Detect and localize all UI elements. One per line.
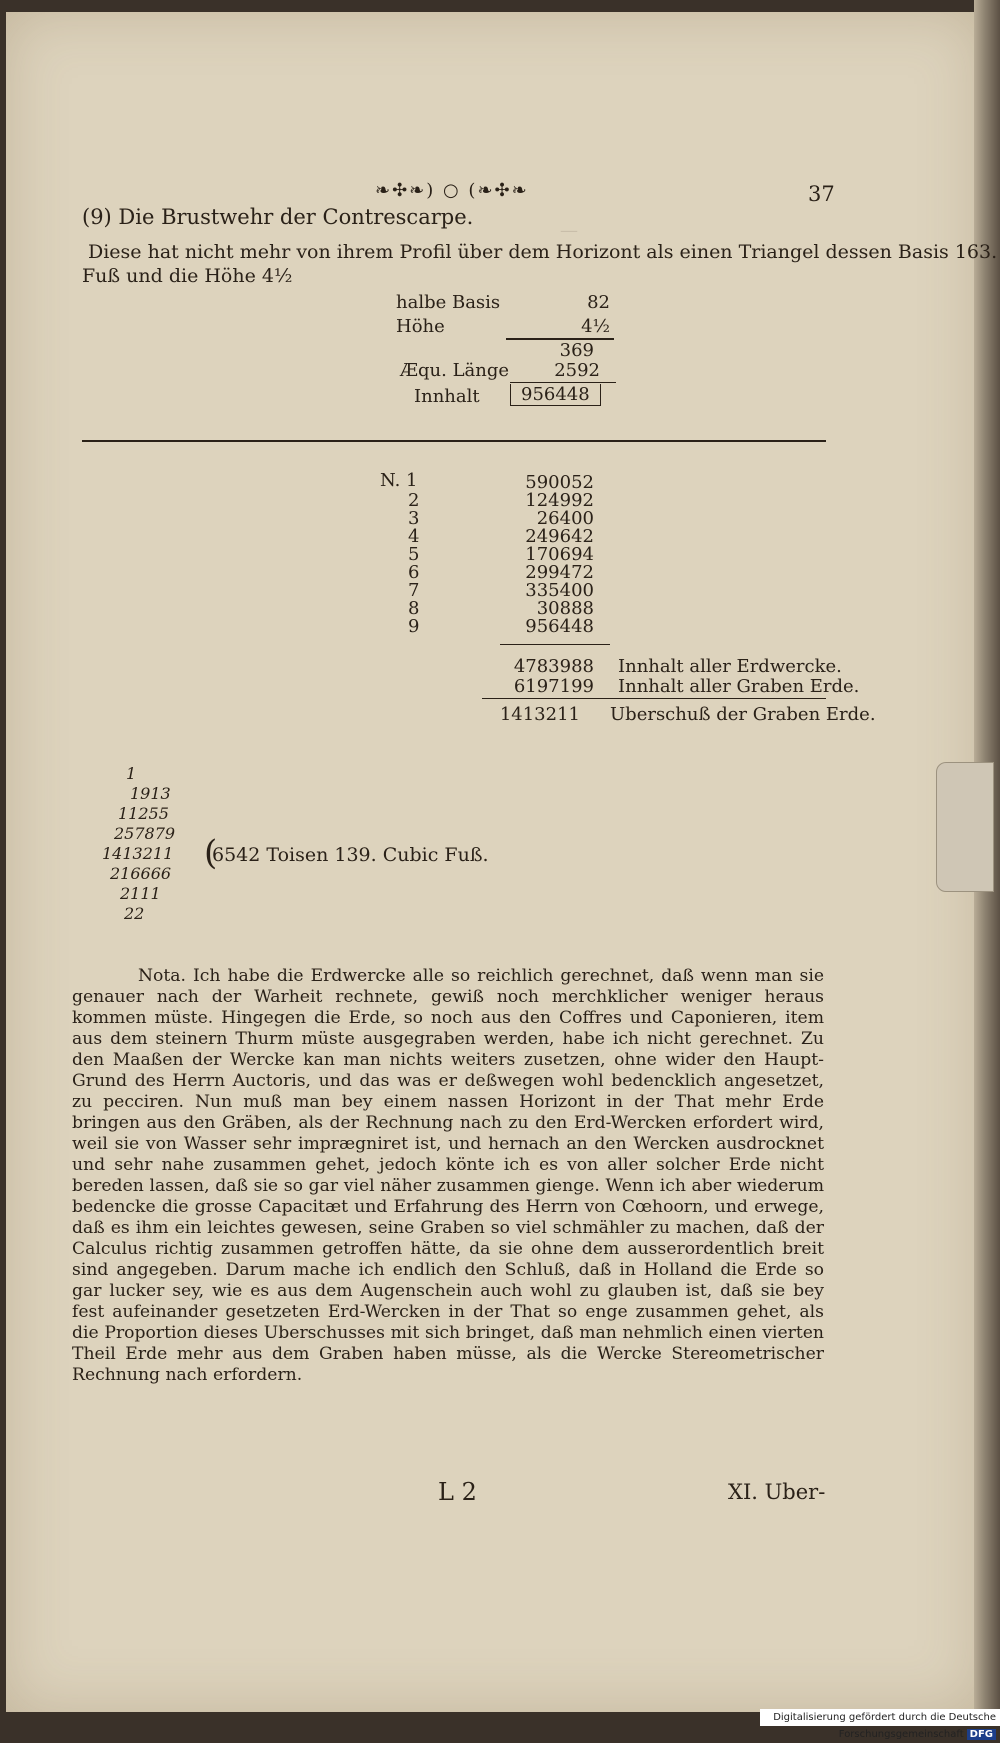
- section-separator: [82, 440, 826, 442]
- calc-label: Innhalt: [414, 386, 480, 407]
- calc-value: 82: [587, 292, 610, 313]
- bleed-through-text: —: [560, 220, 578, 241]
- summary-index: 8: [408, 598, 420, 619]
- calc-total-box: 956448: [510, 384, 601, 406]
- section-text-line-1: Diese hat nicht mehr von ihrem Profil über dem Horizont als einen Triangel dessen Basis 163.: [88, 241, 998, 263]
- calc-value: 2592: [554, 360, 600, 381]
- calc-rule: [510, 382, 616, 383]
- summary-value: 30888: [536, 598, 594, 619]
- total-ditch-value: 6197199: [513, 676, 594, 697]
- signature-mark: L 2: [438, 1478, 477, 1506]
- nota-label: Nota.: [138, 966, 187, 986]
- page-number: 37: [808, 182, 835, 206]
- attribution-text: Digitalisierung gefördert durch die Deutsche Forschungsgemeinschaft: [773, 1712, 996, 1740]
- division-digits: 11255: [118, 804, 169, 823]
- summary-value: 249642: [525, 526, 594, 547]
- summary-value: 590052: [525, 472, 594, 493]
- division-digits: 1: [126, 764, 137, 783]
- dfg-attribution: [760, 1709, 1000, 1740]
- summary-index: 2: [408, 490, 420, 511]
- header-ornament: ❧✣❧) ○ (❧✣❧: [375, 180, 529, 201]
- calc-label: Höhe: [396, 316, 445, 337]
- calc-label: Æqu. Länge: [400, 360, 510, 381]
- division-bracket: (: [204, 833, 218, 873]
- total-works-label: Innhalt aller Erdwercke.: [618, 656, 842, 677]
- summary-value: 956448: [525, 616, 594, 637]
- section-heading: (9) Die Brustwehr der Contrescarpe.: [82, 205, 474, 229]
- calc-value: 4½: [581, 316, 610, 337]
- bookmark-tab: [936, 762, 994, 892]
- summary-value: 170694: [525, 544, 594, 565]
- summary-index: N. 1: [380, 470, 418, 491]
- division-digits: 1413211: [102, 844, 174, 863]
- summary-index: 9: [408, 616, 420, 637]
- division-digits: 1913: [130, 784, 171, 803]
- division-result: 6542 Toisen 139. Cubic Fuß.: [212, 844, 489, 866]
- surplus-value: 1413211: [499, 704, 580, 725]
- calc-value: 369: [559, 340, 594, 361]
- summary-value: 299472: [525, 562, 594, 583]
- total-ditch-label: Innhalt aller Graben Erde.: [618, 676, 860, 697]
- catchword: XI. Uber-: [728, 1480, 826, 1504]
- division-digits: 2111: [120, 884, 161, 903]
- summary-value: 26400: [536, 508, 594, 529]
- summary-index: 6: [408, 562, 420, 583]
- surplus-rule: [482, 698, 826, 699]
- summary-index: 4: [408, 526, 420, 547]
- nota-paragraph: [72, 966, 824, 1386]
- summary-rule: [500, 644, 610, 645]
- section-text-line-2: Fuß und die Höhe 4½: [82, 265, 293, 287]
- summary-index: 5: [408, 544, 420, 565]
- summary-value: 335400: [525, 580, 594, 601]
- summary-value: 124992: [525, 490, 594, 511]
- summary-index: 3: [408, 508, 420, 529]
- division-digits: 257879: [114, 824, 176, 843]
- dfg-logo: DFG: [967, 1729, 996, 1740]
- division-digits: 216666: [110, 864, 172, 883]
- total-works-value: 4783988: [513, 656, 594, 677]
- nota-text: Ich habe die Erdwercke alle so reichlich gerechnet, daß wenn man sie genauer nach der Warheit rechnete, gewiß noch merchklicher weniger heraus kommen müste. Hingegen die Erde, so noch aus den Coffres und Caponieren, item aus dem steinern Thurm müste ausgegraben werden, habe ich nicht gerechnet. Zu den Maaßen der Wercke kan man nichts weiters zusetzen, ohne wider den Haupt-Grund des Herrn Auctoris, und das was er deßwegen wohl bedencklich angesetzet, zu pecciren. Nun muß man bey einem nassen Horizont in der That mehr Erde bringen aus den Gräben, als der Rechnung nach zu den Erd-Wercken erfordert wird, weil sie von Wasser sehr imprægniret ist, und hernach an den Wercken ausdrocknet und sehr nahe zusammen gehet, jedoch könte ich es von aller solcher Erde nicht bereden lassen, daß sie so gar viel näher zusammen gienge. Wenn ich aber wiederum bedencke die grosse Capacitæt und Erfahrung des Herrn von Cœhoorn, und erwege, daß es ihm ein leichtes gewesen, seine Graben so viel schmähler zu machen, daß der Calculus richtig zusammen getroffen hätte, da sie ohne dem ausserordentlich breit sind angegeben. Darum mache ich endlich den Schluß, daß in Holland die Erde so gar lucker sey, wie es aus dem Augenschein auch wohl zu glauben ist, daß sie bey fest aufeinander gesetzeten Erd-Wercken in der That so enge zusammen gehet, als die Proportion dieses Uberschusses mit sich bringet, daß man nehmlich einen vierten Theil Erde mehr aus dem Graben haben müsse, als die Wercke Stereometrischer Rechnung nach erfordern.: [72, 966, 824, 1385]
- division-digits: 22: [124, 904, 145, 923]
- calc-label: halbe Basis: [396, 292, 501, 313]
- summary-index: 7: [408, 580, 420, 601]
- surplus-label: Uberschuß der Graben Erde.: [610, 704, 876, 725]
